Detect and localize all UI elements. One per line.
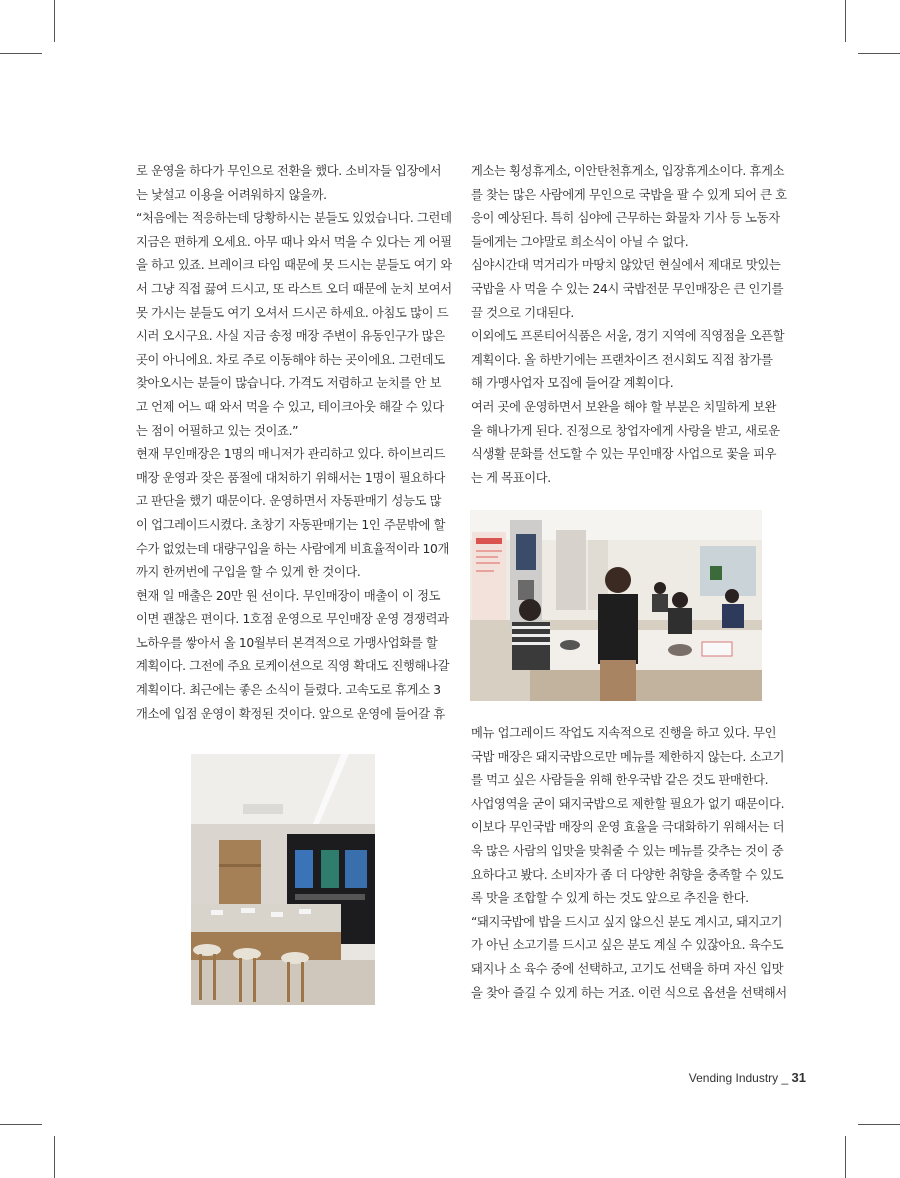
text-line: 수가 없었는데 대량구입을 하는 사람에게 비효율적이라 10개 xyxy=(136,541,449,556)
crop-mark xyxy=(845,1136,846,1178)
text-line: 를 먹고 싶은 사람들을 위해 한우국밥 같은 것도 판매한다. xyxy=(471,773,769,788)
text-line: 여러 곳에 운영하면서 보완을 해야 할 부분은 치밀하게 보완 xyxy=(471,399,777,414)
store-interior-photo xyxy=(470,510,762,701)
text-line: 국밥을 사 먹을 수 있는 24시 국밥전문 무인매장은 큰 인기를 xyxy=(471,281,784,296)
text-line: 해 가맹사업자 모집에 들어갈 계획이다. xyxy=(471,376,674,391)
text-line: “돼지국밥에 밥을 드시고 싶지 않으신 분도 계시고, 돼지고기 xyxy=(471,914,783,929)
text-line: 지금은 편하게 오세요. 아무 때나 와서 먹을 수 있다는 게 어필 xyxy=(136,234,452,249)
text-line: 이 업그레이드시켰다. 초창기 자동판매기는 1인 주문밖에 할 xyxy=(136,517,446,532)
text-line: 서 그냥 직접 끓여 드시고, 또 라스트 오더 때문에 눈치 보여서 xyxy=(136,281,452,296)
text-line: 이면 괜찮은 편이다. 1호점 운영으로 무인매장 운영 경쟁력과 xyxy=(136,612,449,627)
text-line: 을 찾아 즐길 수 있게 하는 거죠. 이런 식으로 옵션을 선택해서 xyxy=(471,985,787,1000)
text-line: 고 언제 어느 때 와서 먹을 수 있고, 테이크아웃 해갈 수 있다 xyxy=(136,399,444,414)
text-line: 게소는 횡성휴게소, 이안탄천휴게소, 입장휴게소이다. 휴게소 xyxy=(471,164,785,178)
text-line: 들에게는 그야말로 희소식이 아닐 수 없다. xyxy=(471,234,689,249)
crop-mark xyxy=(858,1124,900,1125)
publication-name: Vending Industry _ xyxy=(688,1071,789,1085)
text-line: 계획이다. 올 하반기에는 프랜차이즈 전시회도 직접 참가를 xyxy=(471,352,773,367)
crop-mark xyxy=(54,1136,55,1178)
text-line: 개소에 입점 운영이 확정된 것이다. 앞으로 운영에 들어갈 휴 xyxy=(136,706,445,721)
text-line: 사업영역을 굳이 돼지국밥으로 제한할 필요가 없기 때문이다. xyxy=(471,796,785,811)
text-line: 현재 일 매출은 20만 원 선이다. 무인매장이 매출이 이 정도 xyxy=(136,588,441,603)
text-line: 계획이다. 그전에 주요 로케이션으로 직영 확대도 진행해나갈 xyxy=(136,659,450,674)
text-line: 시러 오시구요. 사실 지금 송정 매장 주변이 유동인구가 많은 xyxy=(136,329,445,344)
text-line: 는 점이 어필하고 있는 것이죠.” xyxy=(136,423,299,438)
text-line: “처음에는 적응하는데 당황하시는 분들도 있었습니다. 그런데 xyxy=(136,211,452,226)
text-line: 곳이 아니에요. 차로 주로 이동해야 하는 곳이에요. 그런데도 xyxy=(136,352,445,367)
crop-mark xyxy=(54,0,55,42)
text-line: 는 게 목표이다. xyxy=(471,470,551,485)
page-number: 31 xyxy=(791,1070,806,1085)
text-line: 심야시간대 먹거리가 마땅치 않았던 현실에서 제대로 맛있는 xyxy=(471,258,781,273)
text-line: 을 하고 있죠. 브레이크 타임 때문에 못 드시는 분들도 여기 와 xyxy=(136,258,452,273)
crop-mark xyxy=(858,53,900,54)
text-line: 가 아닌 소고기를 드시고 싶은 분도 계실 수 있잖아요. 육수도 xyxy=(471,938,784,953)
text-line: 찾아오시는 분들이 많습니다. 가격도 저렴하고 눈치를 안 보 xyxy=(136,376,442,391)
article-column-right-bottom xyxy=(471,722,787,1005)
crop-mark xyxy=(0,1124,42,1125)
text-line: 메뉴 업그레이드 작업도 지속적으로 진행을 하고 있다. 무인 xyxy=(471,726,777,740)
text-line: 로 운영을 하다가 무인으로 전환을 했다. 소비자들 입장에서 xyxy=(136,164,442,178)
text-line: 을 해나가게 된다. 진정으로 창업자에게 사랑을 받고, 새로운 xyxy=(471,423,780,438)
text-line: 노하우를 쌓아서 올 10월부터 본격적으로 가맹사업화를 할 xyxy=(136,635,438,650)
text-line: 요하다고 봤다. 소비자가 좀 더 다양한 취향을 충족할 수 있도 xyxy=(471,867,784,882)
text-line: 까지 한꺼번에 구입을 할 수 있게 한 것이다. xyxy=(136,565,361,580)
crop-mark xyxy=(0,53,42,54)
article-column-right-top xyxy=(471,160,787,490)
text-line: 식생활 문화를 선도할 수 있는 무인매장 사업으로 꽃을 피우 xyxy=(471,447,777,462)
article-column-left xyxy=(136,160,452,726)
text-line: 록 맛을 조합할 수 있게 하는 것도 앞으로 추진을 한다. xyxy=(471,891,749,906)
page-footer xyxy=(689,1070,806,1085)
text-line: 현재 무인매장은 1명의 매니저가 관리하고 있다. 하이브리드 xyxy=(136,447,446,462)
text-line: 돼지나 소 육수 중에 선택하고, 고기도 선택을 하며 자신 입맛 xyxy=(471,961,784,976)
vending-store-photo xyxy=(191,754,375,1005)
text-line: 고 판단을 했기 때문이다. 운영하면서 자동판매기 성능도 많 xyxy=(136,494,442,509)
text-line: 는 낯설고 이용을 어려워하지 않을까. xyxy=(136,187,327,202)
crop-mark xyxy=(845,0,846,42)
text-line: 국밥 매장은 돼지국밥으로만 메뉴를 제한하지 않는다. 소고기 xyxy=(471,749,785,764)
text-line: 욱 많은 사람의 입맛을 맞춰줄 수 있는 메뉴를 갖추는 것이 중 xyxy=(471,843,784,858)
text-line: 계획이다. 최근에는 좋은 소식이 들렸다. 고속도로 휴게소 3 xyxy=(136,683,441,698)
text-line: 를 찾는 많은 사람에게 무인으로 국밥을 팔 수 있게 되어 큰 호 xyxy=(471,187,787,202)
text-line: 못 가시는 분들도 여기 오셔서 드시곤 하세요. 아침도 많이 드 xyxy=(136,305,449,320)
text-line: 이외에도 프론티어식품은 서울, 경기 지역에 직영점을 오픈할 xyxy=(471,329,785,344)
text-line: 이보다 무인국밥 매장의 운영 효율을 극대화하기 위해서는 더 xyxy=(471,820,785,835)
text-line: 매장 운영과 잦은 품절에 대처하기 위해서는 1명이 필요하다 xyxy=(136,470,446,485)
text-line: 끌 것으로 기대된다. xyxy=(471,305,574,320)
text-line: 응이 예상된다. 특히 심야에 근무하는 화물차 기사 등 노동자 xyxy=(471,211,780,226)
